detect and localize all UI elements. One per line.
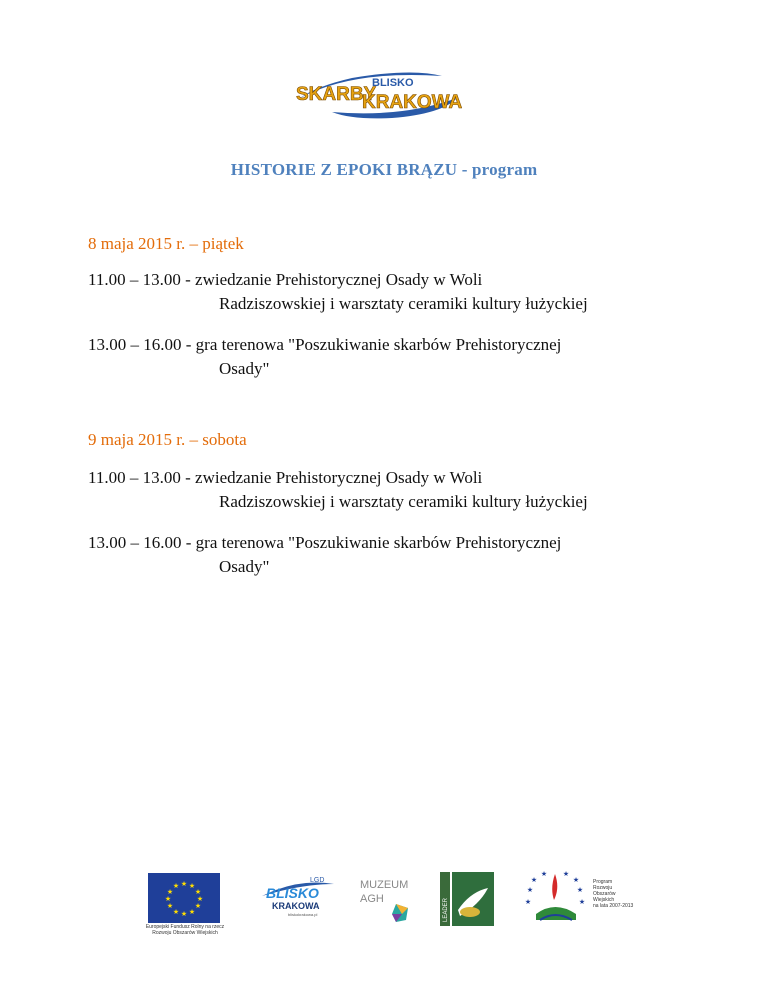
eu-caption-line: Europejski Fundusz Rolny na rzecz [145, 924, 225, 930]
prow-line: Wiejskich [593, 897, 615, 903]
muzeum-agh-logo [358, 876, 418, 924]
svg-text:★: ★ [530, 876, 538, 884]
logo-text-krakowa: KRAKOWA [362, 92, 462, 113]
svg-text:★: ★ [572, 876, 580, 884]
svg-text:★: ★ [166, 902, 174, 910]
lgd-blisko-text: BLISKO [266, 885, 319, 901]
svg-text:★: ★ [188, 882, 196, 890]
svg-text:★: ★ [166, 888, 174, 896]
schedule-entry [88, 531, 708, 579]
logo-text-skarby: SKARBY [296, 84, 377, 105]
entry-line: 11.00 – 13.00 - zwiedzanie Prehistorycznej Osady w Woli [88, 468, 483, 487]
eu-flag-icon [148, 873, 220, 923]
prow-line: Program [593, 879, 613, 885]
entry-continuation: Osady" [219, 359, 270, 378]
svg-text:★: ★ [188, 908, 196, 916]
lgd-blisko-krakowa-logo [258, 872, 338, 918]
entry-continuation: Radziszowskiej i warsztaty ceramiki kultury łużyckiej [219, 294, 588, 313]
prow-line: Obszarów [593, 891, 616, 897]
svg-text:★: ★ [578, 898, 586, 906]
muzeum-text: MUZEUM [360, 879, 409, 891]
svg-text:★: ★ [172, 908, 180, 916]
svg-text:★: ★ [562, 870, 570, 878]
svg-text:★: ★ [526, 886, 534, 894]
svg-text:★: ★ [194, 888, 202, 896]
svg-text:★: ★ [180, 910, 188, 918]
svg-text:★: ★ [194, 902, 202, 910]
skarby-blisko-krakowa-logo [292, 68, 462, 120]
lgd-url-text: bliskokrakowa.pl [288, 912, 318, 917]
leader-text: LEADER [443, 897, 449, 922]
lgd-text: LGD [310, 877, 325, 884]
svg-text:★: ★ [540, 870, 548, 878]
prow-emblem-icon [520, 870, 590, 926]
leader-logo [440, 872, 494, 926]
prow-line: na lata 2007-2013 [593, 903, 634, 909]
schedule-entry [88, 333, 708, 381]
prow-line: Rozwoju [593, 885, 613, 891]
svg-text:★: ★ [576, 886, 584, 894]
svg-text:★: ★ [524, 898, 532, 906]
prow-caption [593, 879, 633, 909]
entry-continuation: Radziszowskiej i warsztaty ceramiki kultury łużyckiej [219, 492, 588, 511]
entry-line: 13.00 – 16.00 - gra terenowa "Poszukiwanie skarbów Prehistorycznej [88, 335, 562, 354]
page-title: HISTORIE Z EPOKI BRĄZU - program [230, 160, 538, 179]
agh-text: AGH [360, 893, 384, 905]
entry-continuation: Osady" [219, 557, 270, 576]
svg-text:★: ★ [180, 880, 188, 888]
eu-caption [140, 924, 230, 936]
entry-line: 11.00 – 13.00 - zwiedzanie Prehistorycznej Osady w Woli [88, 270, 483, 289]
day-heading-2: 9 maja 2015 r. – sobota [88, 430, 247, 449]
svg-text:★: ★ [196, 895, 204, 903]
day-heading-1: 8 maja 2015 r. – piątek [88, 234, 244, 253]
svg-text:★: ★ [172, 882, 180, 890]
lgd-krakowa-text: KRAKOWA [272, 901, 320, 911]
svg-text:★: ★ [164, 895, 172, 903]
logo-text-blisko: BLISKO [372, 77, 414, 89]
eu-caption-line: Rozwoju Obszarów Wiejskich [152, 930, 218, 936]
entry-line: 13.00 – 16.00 - gra terenowa "Poszukiwanie skarbów Prehistorycznej [88, 533, 562, 552]
schedule-entry [88, 268, 708, 316]
schedule-entry [88, 466, 708, 514]
